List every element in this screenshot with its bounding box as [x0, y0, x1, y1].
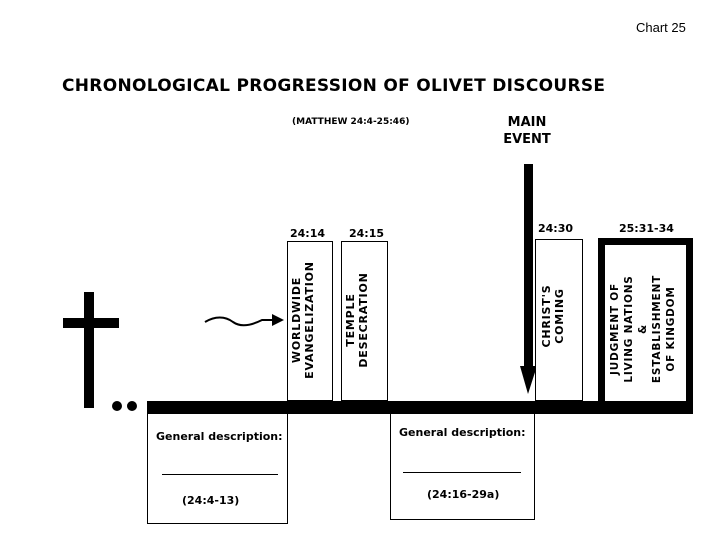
cross-icon	[63, 292, 119, 408]
event-label-judgment	[608, 264, 682, 394]
main-event-line-2: EVENT	[503, 132, 551, 147]
event-label-christs-coming-line-2: COMING	[553, 288, 566, 344]
scripture-reference-subtitle: (MATTHEW 24:4-25:46)	[292, 117, 410, 127]
general-description-box-1	[147, 414, 288, 524]
blank-line-2	[403, 472, 521, 473]
event-ref-christs-coming: 24:30	[538, 222, 574, 235]
ellipsis-dots-icon	[112, 401, 137, 411]
event-label-evangelization	[290, 242, 330, 398]
event-label-evangelization-line-1: WORLDWIDE	[290, 276, 303, 364]
event-label-evangelization-line-2: EVANGELIZATION	[303, 261, 316, 379]
event-label-judgment-line-3: &	[637, 324, 649, 334]
general-description-box-2	[390, 414, 535, 520]
general-description-label-2: General description:	[399, 426, 526, 439]
event-ref-desecration: 24:15	[349, 227, 385, 240]
blank-line-1	[162, 474, 278, 475]
general-description-ref-2: (24:16-29a)	[427, 488, 500, 501]
event-label-desecration-line-1: TEMPLE	[344, 293, 357, 347]
event-label-christs-coming-line-1: CHRIST'S	[540, 284, 553, 348]
event-label-christs-coming	[540, 266, 580, 366]
event-ref-evangelization: 24:14	[290, 227, 326, 240]
chart-number-label: Chart 25	[636, 20, 686, 35]
general-description-label-1: General description:	[156, 430, 283, 443]
event-label-judgment-line-1: JUDGMENT OF	[609, 283, 621, 375]
diagram-title: CHRONOLOGICAL PROGRESSION OF OLIVET DISCOURSE	[62, 76, 606, 96]
event-label-judgment-line-5: OF KINGDOM	[665, 286, 677, 372]
event-ref-judgment: 25:31-34	[619, 222, 674, 235]
general-description-ref-1: (24:4-13)	[182, 494, 240, 507]
event-label-desecration-line-2: DESECRATION	[357, 272, 370, 368]
wavy-arrow-icon	[205, 314, 284, 326]
event-label-judgment-line-2: LIVING NATIONS	[623, 275, 635, 383]
main-event-line-1: MAIN	[507, 115, 547, 130]
event-label-judgment-line-4: ESTABLISHMENT	[651, 274, 663, 384]
event-label-desecration	[344, 250, 384, 390]
